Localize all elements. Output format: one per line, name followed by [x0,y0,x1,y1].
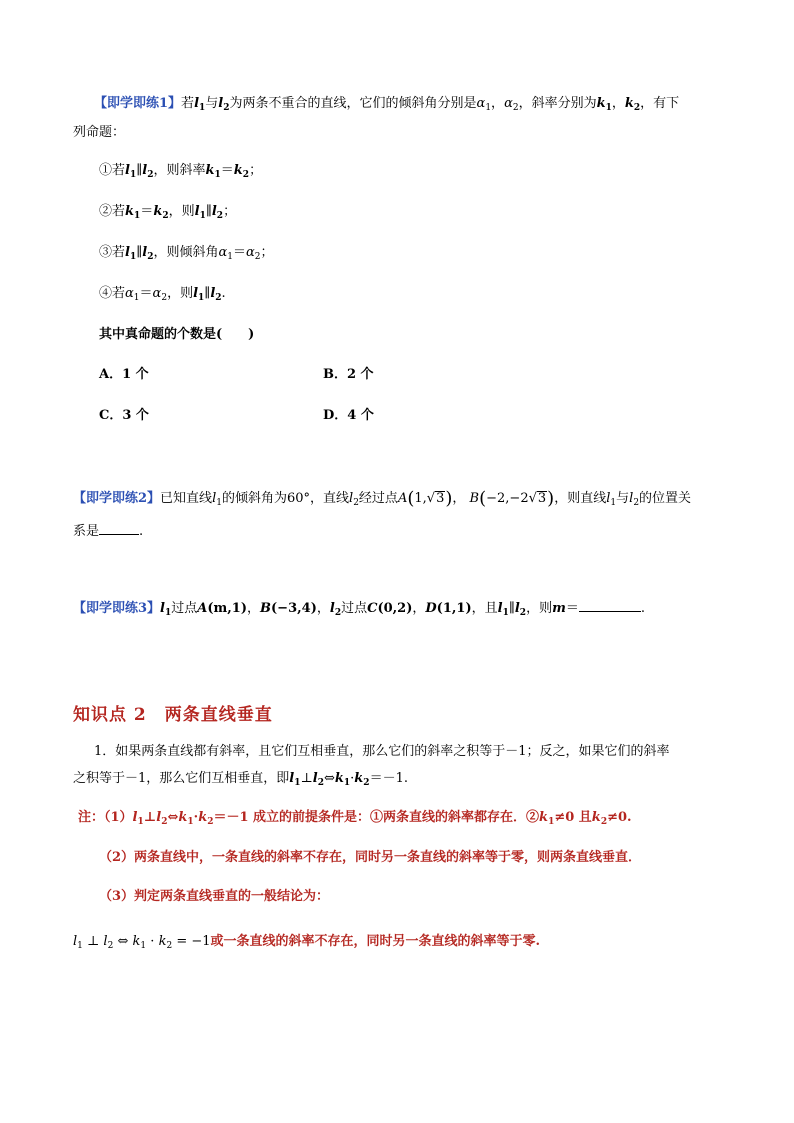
conclusion-line: $l_1$ ⊥ $l_2$ ⇔ $k_1 \cdot k_2 = -1$或一条直线的斜率不存在，同时另一条直线的斜率等于零. [73,934,541,951]
ex3-answer-blank[interactable] [579,599,641,612]
ex2-tag: 【即学即练2】 [73,491,161,506]
conclusion-formula: $l_1$ ⊥ $l_2$ ⇔ $k_1 \cdot k_2 = -1$ [73,934,211,951]
section-p1-line2: 之积等于－1，那么它们互相垂直，即$l_1\perp l_2\Leftrightarrow k_1\cdot k_2=-1$. [73,771,408,788]
ex1-line1: 【即学即练1】若$l_1$与$l_2$为两条不重合的直线，它们的倾斜角分别是$\alpha_1$，$\alpha_2$，斜率分别为$k_1$，$k_2$，有下 [94,96,680,113]
ex1-tag: 【即学即练1】 [94,96,182,111]
ex1-item-3: ③若$l_1\parallel l_2$，则倾斜角$\alpha_1=\alpha_2$； [99,245,274,262]
ex1-item-1: ①若$l_1\parallel l_2$，则斜率$k_1=k_2$； [99,163,263,180]
ex1-choice-b: B．2 个 [323,367,374,382]
ex2-answer-blank[interactable] [99,522,139,535]
ex1-item-4: ④若$\alpha_1=\alpha_2$，则$l_1\parallel l_2$. [99,286,226,303]
ex1-line2: 列命题： [73,125,126,140]
ex3-tag: 【即学即练3】 [73,601,161,616]
note-2: （2）两条直线中，一条直线的斜率不存在，同时另一条直线的斜率等于零，则两条直线垂直． [99,850,642,865]
ex1-choice-d: D．4 个 [323,408,374,423]
section-p1-line1: 1．如果两条直线都有斜率，且它们互相垂直，那么它们的斜率之积等于－1；反之，如果它们的斜率 [94,744,670,759]
note-3: （3）判定两条直线垂直的一般结论为： [99,889,330,904]
ex1-item-2: ②若$k_1=k_2$，则$l_1\parallel l_2$； [99,204,237,221]
ex2-line1: 【即学即练2】已知直线$l_1$的倾斜角为60°，直线$l_2$经过点A(1,√3)， B(−2,−2√3)，则直线$l_1$与$l_2$的位置关 [73,488,692,509]
ex2-line2: 系是 . [73,524,144,539]
ex1-choice-c: C．3 个 [99,408,149,423]
ex1-question: 其中真命题的个数是( ) [99,327,255,342]
section-heading: 知识点 2 两条直线垂直 [73,705,273,725]
ex3-line: 【即学即练3】$l_1$过点A(m,1)，B(−3,4)，$l_2$过点C(0,2)，D(1,1)，且$l_1\parallel l_2$，则m＝ . [73,601,645,618]
note-1: 注：$(1)l_1\perp l_2\Leftrightarrow k_1\cdot k_2=-1$ 成立的前提条件是：①两条直线的斜率都存在．$②k_1\ne 0$ 且$k_2\ne 0$. [78,810,632,827]
ex1-choice-a: A．1 个 [99,367,149,382]
